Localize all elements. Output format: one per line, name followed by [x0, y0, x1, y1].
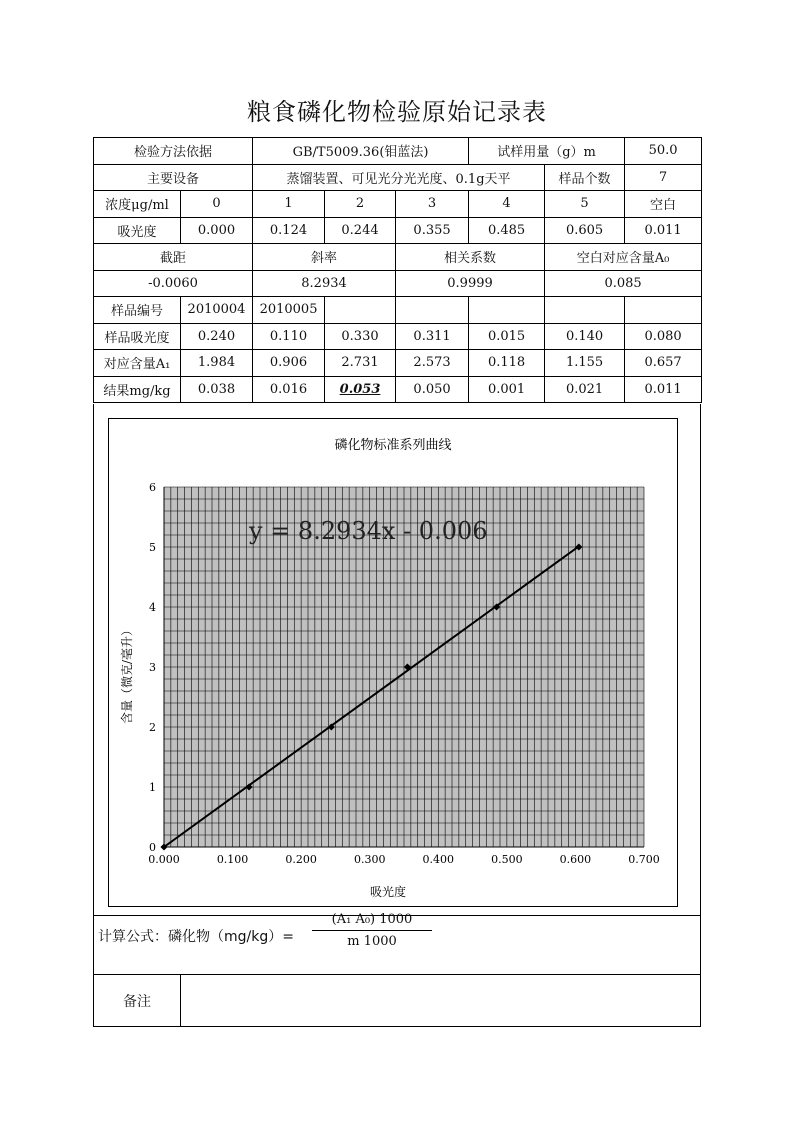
intercept-value[interactable]: -0.0060 — [94, 270, 253, 297]
sample-id-cell[interactable] — [325, 297, 396, 324]
sample-abs-cell[interactable]: 0.110 — [253, 323, 325, 350]
result-label: 结果mg/kg — [94, 376, 181, 403]
regression-label-row — [94, 244, 702, 271]
page-title: 粮食磷化物检验原始记录表 — [247, 98, 547, 126]
notes-field[interactable] — [182, 978, 696, 1022]
y-tick-label: 4 — [149, 601, 156, 614]
conc-label: 浓度μg/ml — [94, 191, 181, 218]
calibration-chart — [109, 419, 677, 906]
conc-cell[interactable]: 2 — [325, 191, 396, 218]
equipment-row — [94, 164, 702, 191]
sample-mass-value[interactable]: 50.0 — [625, 138, 702, 165]
method-value[interactable]: GB/T5009.36(钼蓝法) — [253, 138, 469, 165]
y-tick-label: 6 — [149, 481, 156, 494]
slope-value[interactable]: 8.2934 — [253, 270, 396, 297]
divider-line — [94, 974, 700, 975]
y-tick-label: 1 — [149, 781, 156, 794]
chart-frame[interactable] — [108, 418, 678, 907]
x-axis-label: 吸光度 — [369, 885, 407, 899]
sample-id-cell[interactable] — [545, 297, 625, 324]
result-cell[interactable]: 0.016 — [253, 376, 325, 403]
corr-label: 相关系数 — [396, 244, 545, 271]
y-tick-label: 3 — [149, 661, 156, 674]
sample-id-cell[interactable]: 2010004 — [181, 297, 253, 324]
conc-cell[interactable]: 空白 — [625, 191, 702, 218]
conc-row — [94, 191, 702, 218]
sample-id-label: 样品编号 — [94, 297, 181, 324]
sample-abs-row — [94, 323, 702, 350]
sample-id-row — [94, 297, 702, 324]
equipment-value[interactable]: 蒸馏装置、可见光分光光度、0.1g天平 — [253, 164, 545, 191]
sample-id-cell[interactable] — [396, 297, 469, 324]
x-tick-label: 0.400 — [422, 853, 455, 866]
sample-abs-cell[interactable]: 0.330 — [325, 323, 396, 350]
abs-cell[interactable]: 0.000 — [181, 217, 253, 244]
abs-cell[interactable]: 0.355 — [396, 217, 469, 244]
conc-cell[interactable]: 0 — [181, 191, 253, 218]
y-tick-label: 2 — [149, 721, 156, 734]
formula-denominator: m 1000 — [347, 934, 397, 949]
y-tick-label: 0 — [149, 841, 156, 854]
x-tick-label: 0.300 — [353, 853, 386, 866]
slope-label: 斜率 — [253, 244, 396, 271]
result-cell[interactable]: 0.001 — [469, 376, 545, 403]
formula-label: 计算公式：磷化物（mg/kg）= — [98, 929, 294, 945]
sample-abs-label: 样品吸光度 — [94, 323, 181, 350]
sample-content-cell[interactable]: 2.731 — [325, 350, 396, 377]
regression-value-row — [94, 270, 702, 297]
conc-cell[interactable]: 1 — [253, 191, 325, 218]
sample-content-cell[interactable]: 2.573 — [396, 350, 469, 377]
sample-count-value[interactable]: 7 — [625, 164, 702, 191]
sample-count-label: 样品个数 — [545, 164, 625, 191]
result-cell[interactable]: 0.011 — [625, 376, 702, 403]
sample-abs-cell[interactable]: 0.240 — [181, 323, 253, 350]
sample-content-cell[interactable]: 0.657 — [625, 350, 702, 377]
x-tick-label: 0.700 — [628, 853, 660, 866]
method-row — [94, 138, 702, 165]
trendline-equation: y = 8.2934x - 0.006 — [249, 517, 488, 545]
result-cell[interactable]: 0.038 — [181, 376, 253, 403]
blank-content-value[interactable]: 0.085 — [545, 270, 702, 297]
abs-cell[interactable]: 0.244 — [325, 217, 396, 244]
y-axis-label: 含量（微克/毫升） — [120, 623, 134, 725]
chart-and-formula-section — [93, 404, 701, 1027]
sample-content-cell[interactable]: 0.118 — [469, 350, 545, 377]
x-tick-label: 0.600 — [559, 853, 592, 866]
method-label: 检验方法依据 — [94, 138, 253, 165]
sample-content-cell[interactable]: 1.984 — [181, 350, 253, 377]
sample-id-cell[interactable] — [625, 297, 702, 324]
conc-cell[interactable]: 3 — [396, 191, 469, 218]
blank-content-label: 空白对应含量A₀ — [545, 244, 702, 271]
conc-cell[interactable]: 5 — [545, 191, 625, 218]
sample-abs-cell[interactable]: 0.080 — [625, 323, 702, 350]
x-tick-label: 0.000 — [148, 853, 180, 866]
formula-fraction — [312, 912, 432, 949]
abs-cell[interactable]: 0.124 — [253, 217, 325, 244]
sample-abs-cell[interactable]: 0.311 — [396, 323, 469, 350]
sample-content-cell[interactable]: 1.155 — [545, 350, 625, 377]
record-table — [93, 137, 702, 403]
result-cell-highlighted[interactable]: 0.053 — [325, 376, 396, 403]
abs-cell[interactable]: 0.011 — [625, 217, 702, 244]
x-tick-label: 0.500 — [491, 853, 523, 866]
abs-label: 吸光度 — [94, 217, 181, 244]
conc-cell[interactable]: 4 — [469, 191, 545, 218]
abs-cell[interactable]: 0.605 — [545, 217, 625, 244]
formula-numerator: (A₁ A₀) 1000 — [312, 912, 432, 931]
notes-label: 备注 — [94, 975, 181, 1026]
sample-content-row — [94, 350, 702, 377]
sample-content-cell[interactable]: 0.906 — [253, 350, 325, 377]
sample-mass-label: 试样用量（g）m — [469, 138, 625, 165]
sample-content-label: 对应含量A₁ — [94, 350, 181, 377]
corr-value[interactable]: 0.9999 — [396, 270, 545, 297]
y-tick-label: 5 — [149, 541, 156, 554]
equipment-label: 主要设备 — [94, 164, 253, 191]
result-cell[interactable]: 0.021 — [545, 376, 625, 403]
sample-id-cell[interactable] — [469, 297, 545, 324]
abs-cell[interactable]: 0.485 — [469, 217, 545, 244]
abs-row — [94, 217, 702, 244]
sample-abs-cell[interactable]: 0.140 — [545, 323, 625, 350]
sample-abs-cell[interactable]: 0.015 — [469, 323, 545, 350]
x-tick-label: 0.100 — [216, 853, 249, 866]
result-cell[interactable]: 0.050 — [396, 376, 469, 403]
intercept-label: 截距 — [94, 244, 253, 271]
result-row — [94, 376, 702, 403]
sample-id-cell[interactable]: 2010005 — [253, 297, 325, 324]
chart-title: 磷化物标准系列曲线 — [334, 438, 452, 453]
x-tick-label: 0.200 — [285, 853, 317, 866]
